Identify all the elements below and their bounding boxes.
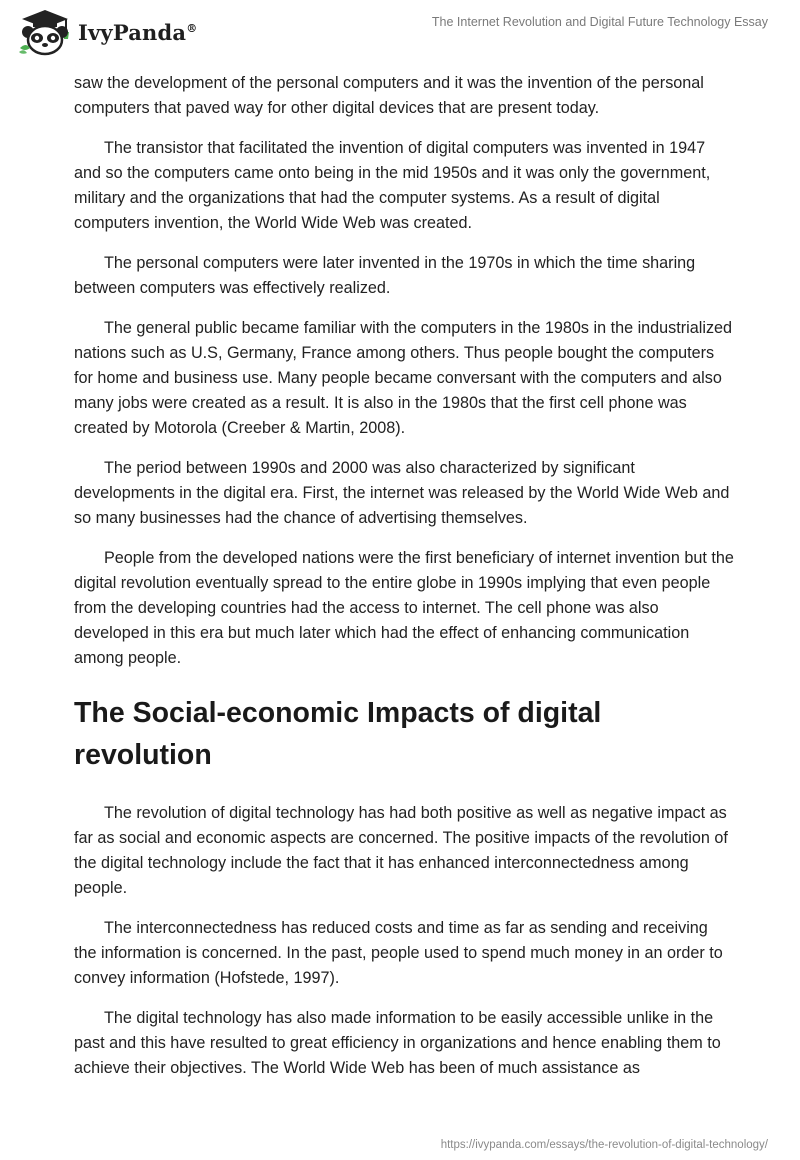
essay-paragraph: The period between 1990s and 2000 was also characterized by significant developments in the digital era. First, the internet was released by the World Wide Web and so many businesses had the chance of advertising themselves. [74, 459, 730, 527]
essay-body [74, 71, 734, 1096]
essay-paragraph: People from the developed nations were the first beneficiary of internet invention but the digital revolution eventually spread to the entire globe in 1990s implying that even people from the developing countries had the access to internet. The cell phone was also developed in this era but much later which had the effect of enhancing communication among people. [74, 549, 734, 667]
essay-paragraph: The digital technology has also made information to be easily accessible unlike in the past and this have resulted to great efficiency in organizations and hence enabling them to achieve their objectives. The World Wide Web has been of much assistance as [74, 1009, 721, 1077]
source-url[interactable]: https://ivypanda.com/essays/the-revolution-of-digital-technology/ [440, 1139, 768, 1151]
essay-paragraph: saw the development of the personal computers and it was the invention of the personal computers that paved way for other digital devices that are present today. [74, 74, 704, 117]
section-heading: The Social-economic Impacts of digital revolution [74, 697, 602, 771]
essay-paragraph: The general public became familiar with the computers in the 1980s in the industrialized nations such as U.S, Germany, France among others. Thus people bought the computers for home and business use. Many people became conversant with the computers and also many jobs were created as a result. It is also in the 1980s that the first cell phone was created by Motorola (Creeber & Martin, 2008). [74, 319, 733, 437]
essay-paragraph: The interconnectedness has reduced costs and time as far as sending and receiving the information is concerned. In the past, people used to spend much money in an order to convey information (Hofstede, 1997). [74, 919, 723, 987]
page-header [0, 0, 800, 70]
essay-paragraph: The revolution of digital technology has had both positive as well as negative impact as far as social and economic aspects are concerned. The positive impacts of the revolution of the digital technology include the fact that it has enhanced interconnectedness among people. [74, 804, 728, 897]
ivypanda-logo[interactable] [16, 8, 197, 56]
brand-name: IvyPanda® [78, 19, 198, 45]
panda-graduate-icon [16, 8, 74, 56]
document-title: The Internet Revolution and Digital Future Technology Essay [431, 15, 768, 29]
essay-paragraph: The personal computers were later invented in the 1970s in which the time sharing between computers was effectively realized. [74, 254, 696, 297]
essay-paragraph: The transistor that facilitated the invention of digital computers was invented in 1947 and so the computers came onto being in the mid 1950s and it was only the government, military and the organizations that had the computer systems. As a result of digital computers invention, the World Wide Web was created. [74, 139, 711, 232]
